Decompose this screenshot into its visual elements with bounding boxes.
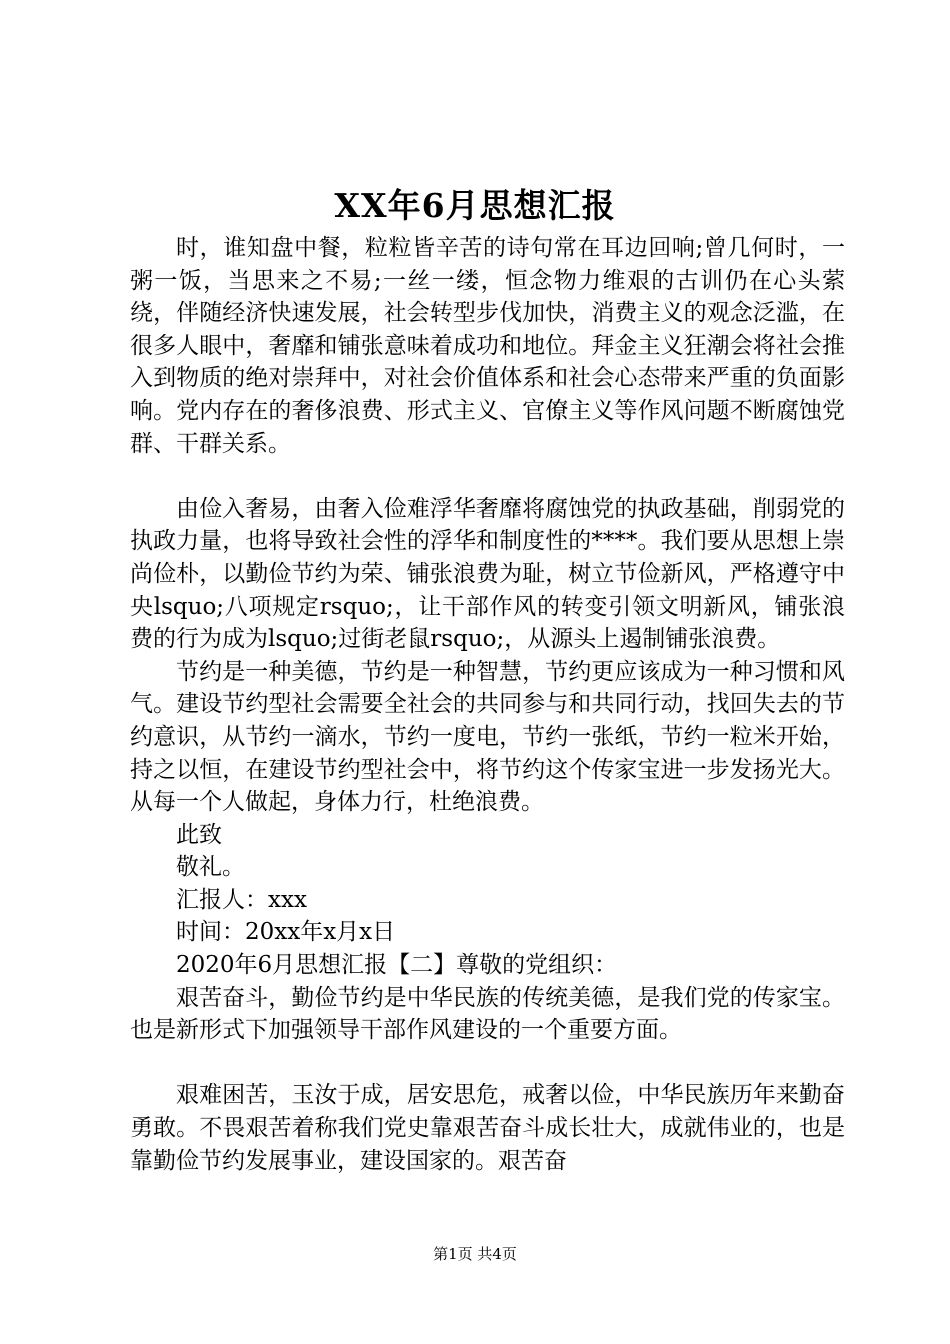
second-report-heading: 2020年6月思想汇报【二】尊敬的党组织： <box>176 952 618 979</box>
document-title: XX年6月思想汇报 <box>334 186 616 225</box>
closing-regards: 敬礼。 <box>176 854 245 881</box>
paragraph-2: 由俭入奢易，由奢入俭难浮华奢靡将腐蚀党的执政基础，削弱党的执政力量，也将导致社会性的浮华和制度性的****。我们要从思想上崇尚俭朴，以勤俭节约为荣、铺张浪费为耻，树立节俭新风，严格遵守中央lsquo;八项规定rsquo;，让干部作风的转变引领文明新风，铺张浪费的行为成为lsquo;过街老鼠rsquo;，从源头上遏制铺张浪费。 <box>130 495 845 653</box>
reporter-line: 汇报人：xxx <box>176 886 307 913</box>
paragraph-4: 艰苦奋斗，勤俭节约是中华民族的传统美德，是我们党的传家宝。也是新形式下加强领导干部作风建设的一个重要方面。 <box>130 984 845 1044</box>
document-body <box>130 232 845 1177</box>
paragraph-spacer <box>130 1047 845 1080</box>
date-line: 时间：20xx年x月x日 <box>176 919 396 946</box>
paragraph-spacer <box>130 460 845 493</box>
closing-salutation: 此致 <box>176 821 222 848</box>
page-footer: 第1页 共4页 <box>433 1245 517 1263</box>
paragraph-5: 艰难困苦，玉汝于成，居安思危，戒奢以俭，中华民族历年来勤奋勇敢。不畏艰苦着称我们党史靠艰苦奋斗成长壮大，成就伟业的，也是靠勤俭节约发展事业，建设国家的。艰苦奋 <box>130 1082 845 1174</box>
paragraph-3: 节约是一种美德，节约是一种智慧，节约更应该成为一种习惯和风气。建设节约型社会需要全社会的共同参与和共同行动，找回失去的节约意识，从节约一滴水，节约一度电，节约一张纸，节约一粒米开始，持之以恒，在建设节约型社会中，将节约这个传家宝进一步发扬光大。从每一个人做起，身体力行，杜绝浪费。 <box>130 658 845 816</box>
paragraph-1: 时，谁知盘中餐，粒粒皆辛苦的诗句常在耳边回响;曾几何时，一粥一饭，当思来之不易;一丝一缕，恒念物力维艰的古训仍在心头萦绕，伴随经济快速发展，社会转型步伐加快，消费主义的观念泛滥，在很多人眼中，奢靡和铺张意味着成功和地位。拜金主义狂潮会将社会推入到物质的绝对崇拜中，对社会价值体系和社会心态带来严重的负面影响。党内存在的奢侈浪费、形式主义、官僚主义等作风问题不断腐蚀党群、干群关系。 <box>130 235 845 457</box>
